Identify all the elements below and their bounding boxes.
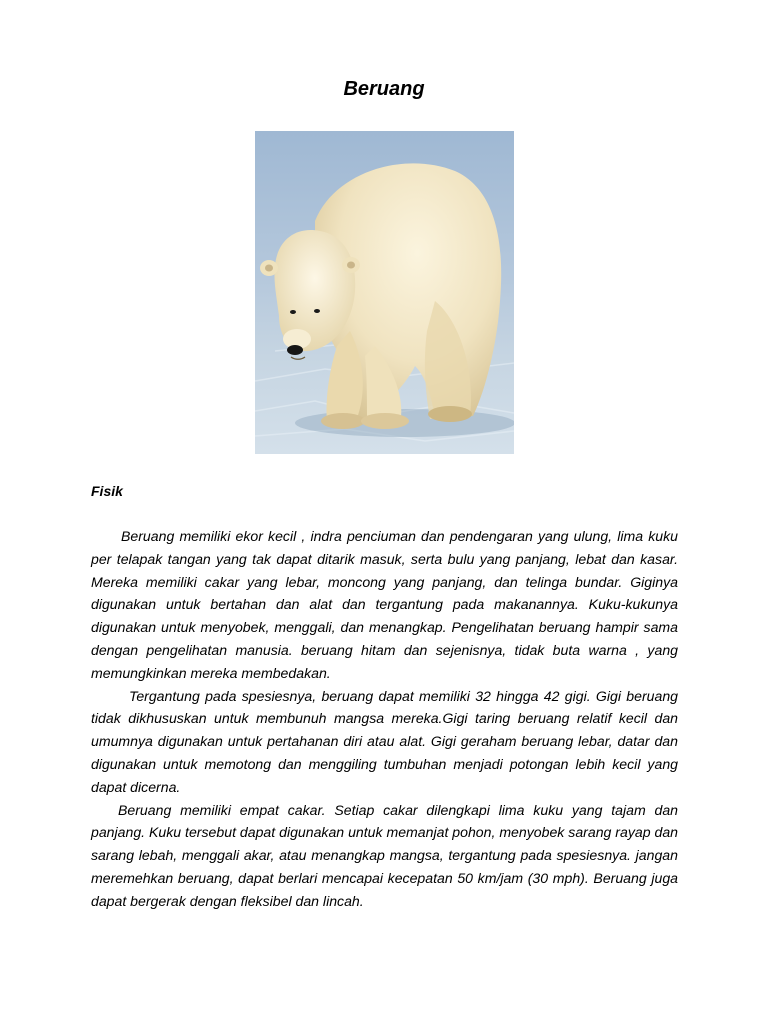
paragraph: Beruang memiliki empat cakar. Setiap cakar dilengkapi lima kuku yang tajam dan panjang. Kuku tersebut dapat digunakan untuk memanjat pohon, menyobek sarang rayap dan sarang lebah, menggali akar, atau menangkap mangsa, tergantung pada spesiesnya. jangan meremehkan beruang, dapat berlari mencapai kecepatan 50 km/jam (30 mph). Beruang juga dapat bergerak dengan fleksibel dan lincah. (91, 801, 678, 909)
paragraph: Tergantung pada spesiesnya, beruang dapat memiliki 32 hingga 42 gigi. Gigi beruang tidak dikhususkan untuk membunuh mangsa mereka.Gigi taring beruang relatif kecil dan umumnya digunakan untuk pertahanan diri atau alat. Gigi geraham beruang lebar, datar dan digunakan untuk memotong dan menggiling tumbuhan menjadi potongan lebih kecil yang dapat dicerna. (91, 687, 678, 795)
paragraph: Beruang memiliki ekor kecil , indra penciuman dan pendengaran yang ulung, lima kuku per telapak tangan yang tak dapat ditarik masuk, serta bulu yang panjang, lebat dan kasar. Mereka memiliki cakar yang lebar, moncong yang panjang, dan telinga bundar. Giginya digunakan untuk bertahan dan alat dan tergantung pada makanannya. Kuku-kukunya digunakan untuk menyobek, menggali, dan menangkap. Pengelihatan beruang hampir sama dengan pengelihatan manusia. beruang hitam dan sejenisnya, tidak buta warna , yang memungkinkan mereka membedakan. (91, 528, 678, 681)
polar-bear-photo (255, 131, 514, 454)
body-text (91, 525, 678, 913)
page-title: Beruang (343, 78, 425, 100)
section-heading-fisik: Fisik (91, 483, 123, 499)
